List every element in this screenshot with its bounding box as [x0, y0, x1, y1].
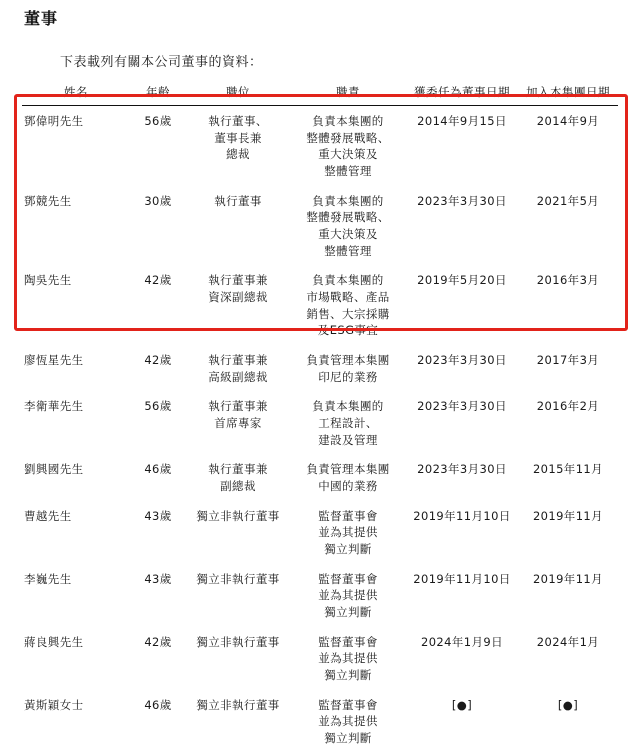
- director-age: 56歲: [144, 399, 172, 414]
- director-duty-line: 整體管理: [324, 243, 372, 258]
- column-header-duty: 職責: [336, 85, 360, 99]
- column-header-position: 職位: [226, 85, 250, 99]
- director-duty-line: 負責管理本集團: [306, 462, 390, 477]
- director-duty-line: 監督董事會: [318, 508, 378, 523]
- director-age: 30歲: [144, 193, 172, 208]
- director-age: 43歲: [144, 571, 172, 586]
- director-duty: [290, 106, 406, 186]
- director-age: 42歲: [144, 273, 172, 288]
- director-name: 陶吳先生: [24, 273, 72, 288]
- director-position-line: 獨立非執行董事: [196, 571, 280, 586]
- director-position-line: 獨立非執行董事: [196, 508, 280, 523]
- director-joined-date: 2024年1月: [536, 634, 600, 649]
- director-age: 56歲: [144, 114, 172, 128]
- director-position-line: 高級副總裁: [208, 369, 268, 384]
- director-joined-date: 2019年11月: [532, 571, 604, 586]
- table-row: [22, 186, 618, 266]
- director-position-line: 執行董事兼: [208, 399, 268, 414]
- director-duty-line: 整體管理: [324, 164, 372, 179]
- director-position: [186, 106, 290, 186]
- director-joined-date: 2021年5月: [536, 193, 600, 208]
- director-position-line: 執行董事: [214, 193, 262, 208]
- document-page: [0, 6, 640, 746]
- director-age: 43歲: [144, 508, 172, 523]
- director-duty-line: 負責本集團的: [312, 193, 384, 208]
- intro-paragraph: 下表載列有關本公司董事的資料：: [60, 55, 263, 70]
- director-duty: [290, 391, 406, 454]
- director-duty-line: 整體發展戰略、: [306, 130, 390, 145]
- director-joined-date: 2016年3月: [536, 273, 600, 288]
- table-row: [22, 345, 618, 391]
- director-joined-date: 2015年11月: [532, 462, 604, 477]
- table-row: [22, 265, 618, 345]
- director-duty-line: 並為其提供: [318, 651, 378, 666]
- director-joined-date: 2014年9月: [536, 114, 600, 128]
- director-position-line: 執行董事兼: [208, 462, 268, 477]
- director-position: [186, 627, 290, 690]
- director-duty: [290, 265, 406, 345]
- director-duty-line: 印尼的業務: [318, 369, 378, 384]
- director-appointed-date: 2023年3月30日: [417, 353, 507, 368]
- director-appointed-date: 2019年11月10日: [413, 508, 511, 523]
- table-row: [22, 454, 618, 500]
- director-appointed-date: 2023年3月30日: [417, 193, 507, 208]
- director-name: 蔣良興先生: [24, 634, 84, 649]
- table-row: [22, 106, 618, 186]
- director-duty-line: 銷售、大宗採購: [306, 306, 390, 321]
- director-joined-date: 2016年2月: [536, 399, 600, 414]
- director-appointed-date: 2023年3月30日: [417, 462, 507, 477]
- director-appointed-date: 2023年3月30日: [417, 399, 507, 414]
- director-duty-line: 監督董事會: [318, 634, 378, 649]
- director-duty-line: 並為其提供: [318, 525, 378, 540]
- director-position-line: 獨立非執行董事: [196, 634, 280, 649]
- director-position: [186, 454, 290, 500]
- table-header: [22, 80, 618, 106]
- director-appointed-date: [●]: [451, 697, 473, 712]
- column-header-name: 姓名: [64, 85, 88, 99]
- director-position-line: 副總裁: [220, 479, 256, 494]
- director-duty: [290, 564, 406, 627]
- director-duty-line: 負責本集團的: [312, 399, 384, 414]
- director-duty-line: 建設及管理: [318, 432, 378, 447]
- director-position: [186, 564, 290, 627]
- table-row: [22, 391, 618, 454]
- director-duty-line: 並為其提供: [318, 588, 378, 603]
- director-appointed-date: 2019年5月20日: [417, 273, 507, 288]
- director-name: 曹越先生: [24, 508, 72, 523]
- director-position: [186, 501, 290, 564]
- director-duty: [290, 454, 406, 500]
- director-duty-line: 並為其提供: [318, 714, 378, 729]
- director-name: 李巍先生: [24, 571, 72, 586]
- director-duty-line: 監督董事會: [318, 697, 378, 712]
- director-appointed-date: 2014年9月15日: [417, 114, 507, 128]
- director-name: 劉興國先生: [24, 462, 84, 477]
- director-position-line: 執行董事兼: [208, 273, 268, 288]
- director-joined-date: [●]: [557, 697, 579, 712]
- director-duty-line: 重大決策及: [318, 227, 378, 242]
- director-age: 42歲: [144, 353, 172, 368]
- directors-table: [22, 80, 618, 753]
- director-duty: [290, 501, 406, 564]
- director-joined-date: 2017年3月: [536, 353, 600, 368]
- director-age: 42歲: [144, 634, 172, 649]
- director-duty-line: 中國的業務: [318, 479, 378, 494]
- director-position-line: 總裁: [226, 147, 250, 162]
- director-duty: [290, 345, 406, 391]
- director-position-line: 獨立非執行董事: [196, 697, 280, 712]
- director-name: 鄧競先生: [24, 193, 72, 208]
- column-header-age: 年齡: [146, 85, 170, 99]
- director-duty-line: 及ESG事宜: [317, 323, 379, 338]
- table-body: [22, 106, 618, 753]
- director-duty: [290, 690, 406, 753]
- director-duty-line: 負責本集團的: [312, 114, 384, 128]
- table-row: [22, 564, 618, 627]
- director-appointed-date: 2019年11月10日: [413, 571, 511, 586]
- table-row: [22, 627, 618, 690]
- director-duty-line: 監督董事會: [318, 571, 378, 586]
- director-position-line: 資深副總裁: [208, 290, 268, 305]
- director-duty-line: 獨立判斷: [324, 605, 372, 620]
- column-header-appointed-date: 獲委任為董事日期: [414, 85, 510, 99]
- director-name: 廖恆星先生: [24, 353, 84, 368]
- director-duty-line: 獨立判斷: [324, 668, 372, 683]
- director-duty-line: 工程設計、: [318, 416, 378, 431]
- column-header-joined-date: 加入本集團日期: [526, 85, 610, 99]
- director-duty-line: 整體發展戰略、: [306, 210, 390, 225]
- director-duty-line: 獨立判斷: [324, 731, 372, 746]
- director-duty: [290, 186, 406, 266]
- director-age: 46歲: [144, 462, 172, 477]
- director-duty-line: 獨立判斷: [324, 542, 372, 557]
- director-position-line: 首席專家: [214, 416, 262, 431]
- director-duty-line: 負責管理本集團: [306, 353, 390, 368]
- director-age: 46歲: [144, 697, 172, 712]
- director-name: 鄧偉明先生: [24, 114, 84, 128]
- director-position: [186, 186, 290, 266]
- director-duty-line: 重大決策及: [318, 147, 378, 162]
- director-position: [186, 690, 290, 753]
- table-row: [22, 690, 618, 753]
- director-position: [186, 265, 290, 345]
- director-name: 黃斯穎女士: [24, 697, 84, 712]
- director-duty-line: 市場戰略、產品: [306, 290, 390, 305]
- page-title: 董事: [24, 9, 59, 28]
- director-duty: [290, 627, 406, 690]
- director-name: 李衛華先生: [24, 399, 84, 414]
- director-position-line: 執行董事兼: [208, 353, 268, 368]
- director-position: [186, 345, 290, 391]
- director-duty-line: 負責本集團的: [312, 273, 384, 288]
- director-position: [186, 391, 290, 454]
- director-position-line: 執行董事、: [208, 114, 268, 128]
- table-row: [22, 501, 618, 564]
- director-appointed-date: 2024年1月9日: [421, 634, 503, 649]
- director-position-line: 董事長兼: [214, 130, 262, 145]
- director-joined-date: 2019年11月: [532, 508, 604, 523]
